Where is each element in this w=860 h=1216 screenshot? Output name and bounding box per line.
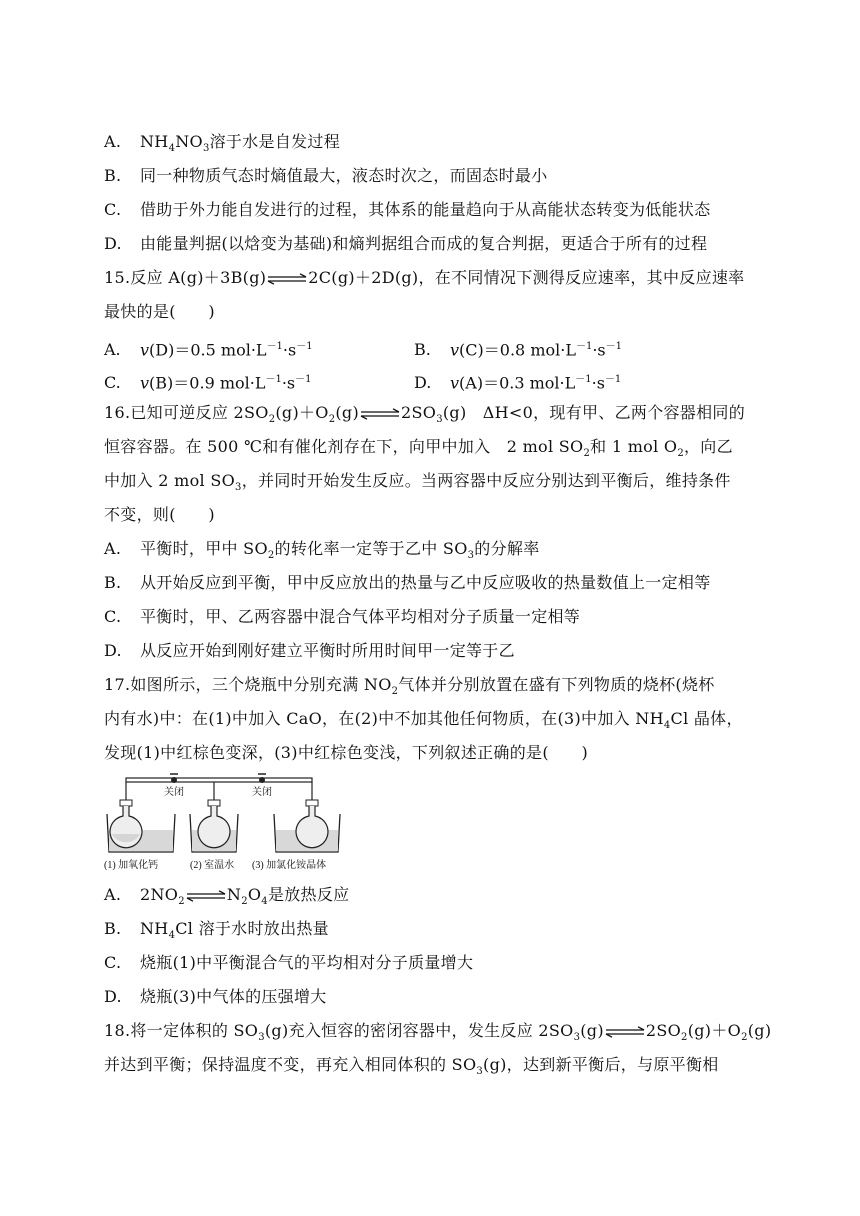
q16-stem-line3: 中加入 2 mol $SO_3$，并同时开始发生反应。当两容器中反应分别达到平衡后，维持条件: [104, 471, 731, 494]
valve-left-label: 关闭: [164, 787, 184, 798]
q14-option-d: D. 由能量判据(以焓变为基础)和熵判据组合而成的复合判据，更适合于所有的过程: [104, 234, 708, 253]
connecting-tube: [126, 778, 312, 782]
q15-stem-line2: 最快的是( ): [104, 302, 215, 321]
q15-option-b: B. v(C)＝0.8 $mol\cdot L^{-1}\cdot s^{-1}$: [414, 340, 622, 360]
q15-option-c: C. v(B)＝0.9 $mol\cdot L^{-1}\cdot s^{-1}$: [104, 373, 312, 393]
equilibrium-arrow-icon: [186, 890, 226, 902]
q16-option-c: C. 平衡时，甲、乙两容器中混合气体平均相对分子质量一定相等: [104, 607, 581, 626]
q16-stem-line1: 16.已知可逆反应 $2SO_2(g)+O_2(g)$ $2SO_3(g)$ ΔH<0，现有甲、乙两个容器相同的: [104, 403, 745, 426]
q16-option-d: D. 从反应开始到刚好建立平衡时所用时间甲一定等于乙: [104, 641, 515, 660]
q16-option-b: B. 从开始反应到平衡，甲中反应放出的热量与乙中反应吸收的热量数值上一定相等: [104, 573, 711, 592]
q17-option-d: D. 烧瓶(3)中气体的压强增大: [104, 987, 327, 1006]
equilibrium-arrow-icon: [267, 273, 307, 285]
beaker-3: [274, 782, 340, 852]
q14-option-c: C. 借助于外力能自发进行的过程，其体系的能量趋向于从高能状态转变为低能状态: [104, 200, 711, 219]
beaker-2: [190, 782, 238, 852]
q17-option-b: B. $NH_4Cl$ 溶于水时放出热量: [104, 919, 329, 942]
q16-stem-line4: 不变，则( ): [104, 505, 215, 524]
q15-stem: 15.反应 A(g)＋3B(g) 2C(g)＋2D(g)，在不同情况下测得反应速率，其中反应速率: [104, 268, 745, 287]
q15-option-a: A. v(D)＝0.5 $mol\cdot L^{-1}\cdot s^{-1}$: [104, 340, 313, 360]
q14-option-a: A. $NH_4NO_3$溶于水是自发过程: [104, 132, 341, 155]
equilibrium-arrow-icon: [605, 1026, 645, 1038]
q17-stem-line2: 内有水)中：在(1)中加入 CaO，在(2)中不加其他任何物质，在(3)中加入 $NH_4Cl$ 晶体，: [104, 709, 743, 732]
q17-option-c: C. 烧瓶(1)中平衡混合气的平均相对分子质量增大: [104, 953, 474, 972]
q18-stem-line1: 18.将一定体积的 $SO_3(g)$充入恒容的密闭容器中，发生反应 $2SO_3(g)$ $2SO_2(g)+O_2(g)$: [104, 1021, 772, 1044]
q17-stem-line3: 发现(1)中红棕色变深，(3)中红棕色变浅，下列叙述正确的是( ): [104, 743, 589, 762]
equilibrium-arrow-icon: [360, 408, 400, 420]
q18-stem-line2: 并达到平衡；保持温度不变，再充入相同体积的 $SO_3(g)$，达到新平衡后，与原平衡相: [104, 1055, 719, 1078]
q17-stem-line1: 17.如图所示，三个烧瓶中分别充满 $NO_2$气体并分别放置在盛有下列物质的烧杯(烧杯: [104, 675, 715, 698]
q15-option-d: D. v(A)＝0.3 $mol\cdot L^{-1}\cdot s^{-1}$: [414, 373, 622, 393]
q16-option-a: A. 平衡时，甲中 $SO_2$的转化率一定等于乙中 $SO_3$的分解率: [104, 539, 540, 562]
q16-stem-line2: 恒容容器。在 500 ℃和有催化剂存在下，向甲中加入 2 mol $SO_2$和 1 mol $O_2$，向乙: [104, 437, 733, 460]
caption-1: (1) 加氧化钙: [104, 860, 159, 871]
caption-2: (2) 室温水: [190, 860, 235, 871]
flask-apparatus-figure: [104, 770, 344, 874]
caption-3: (3) 加氯化铵晶体: [252, 860, 327, 871]
valve-right-label: 关闭: [252, 787, 272, 798]
q14-option-b: B. 同一种物质气态时熵值最大，液态时次之，而固态时最小: [104, 166, 548, 185]
q17-option-a: A. $2NO_2$ $N_2O_4$是放热反应: [104, 885, 350, 908]
